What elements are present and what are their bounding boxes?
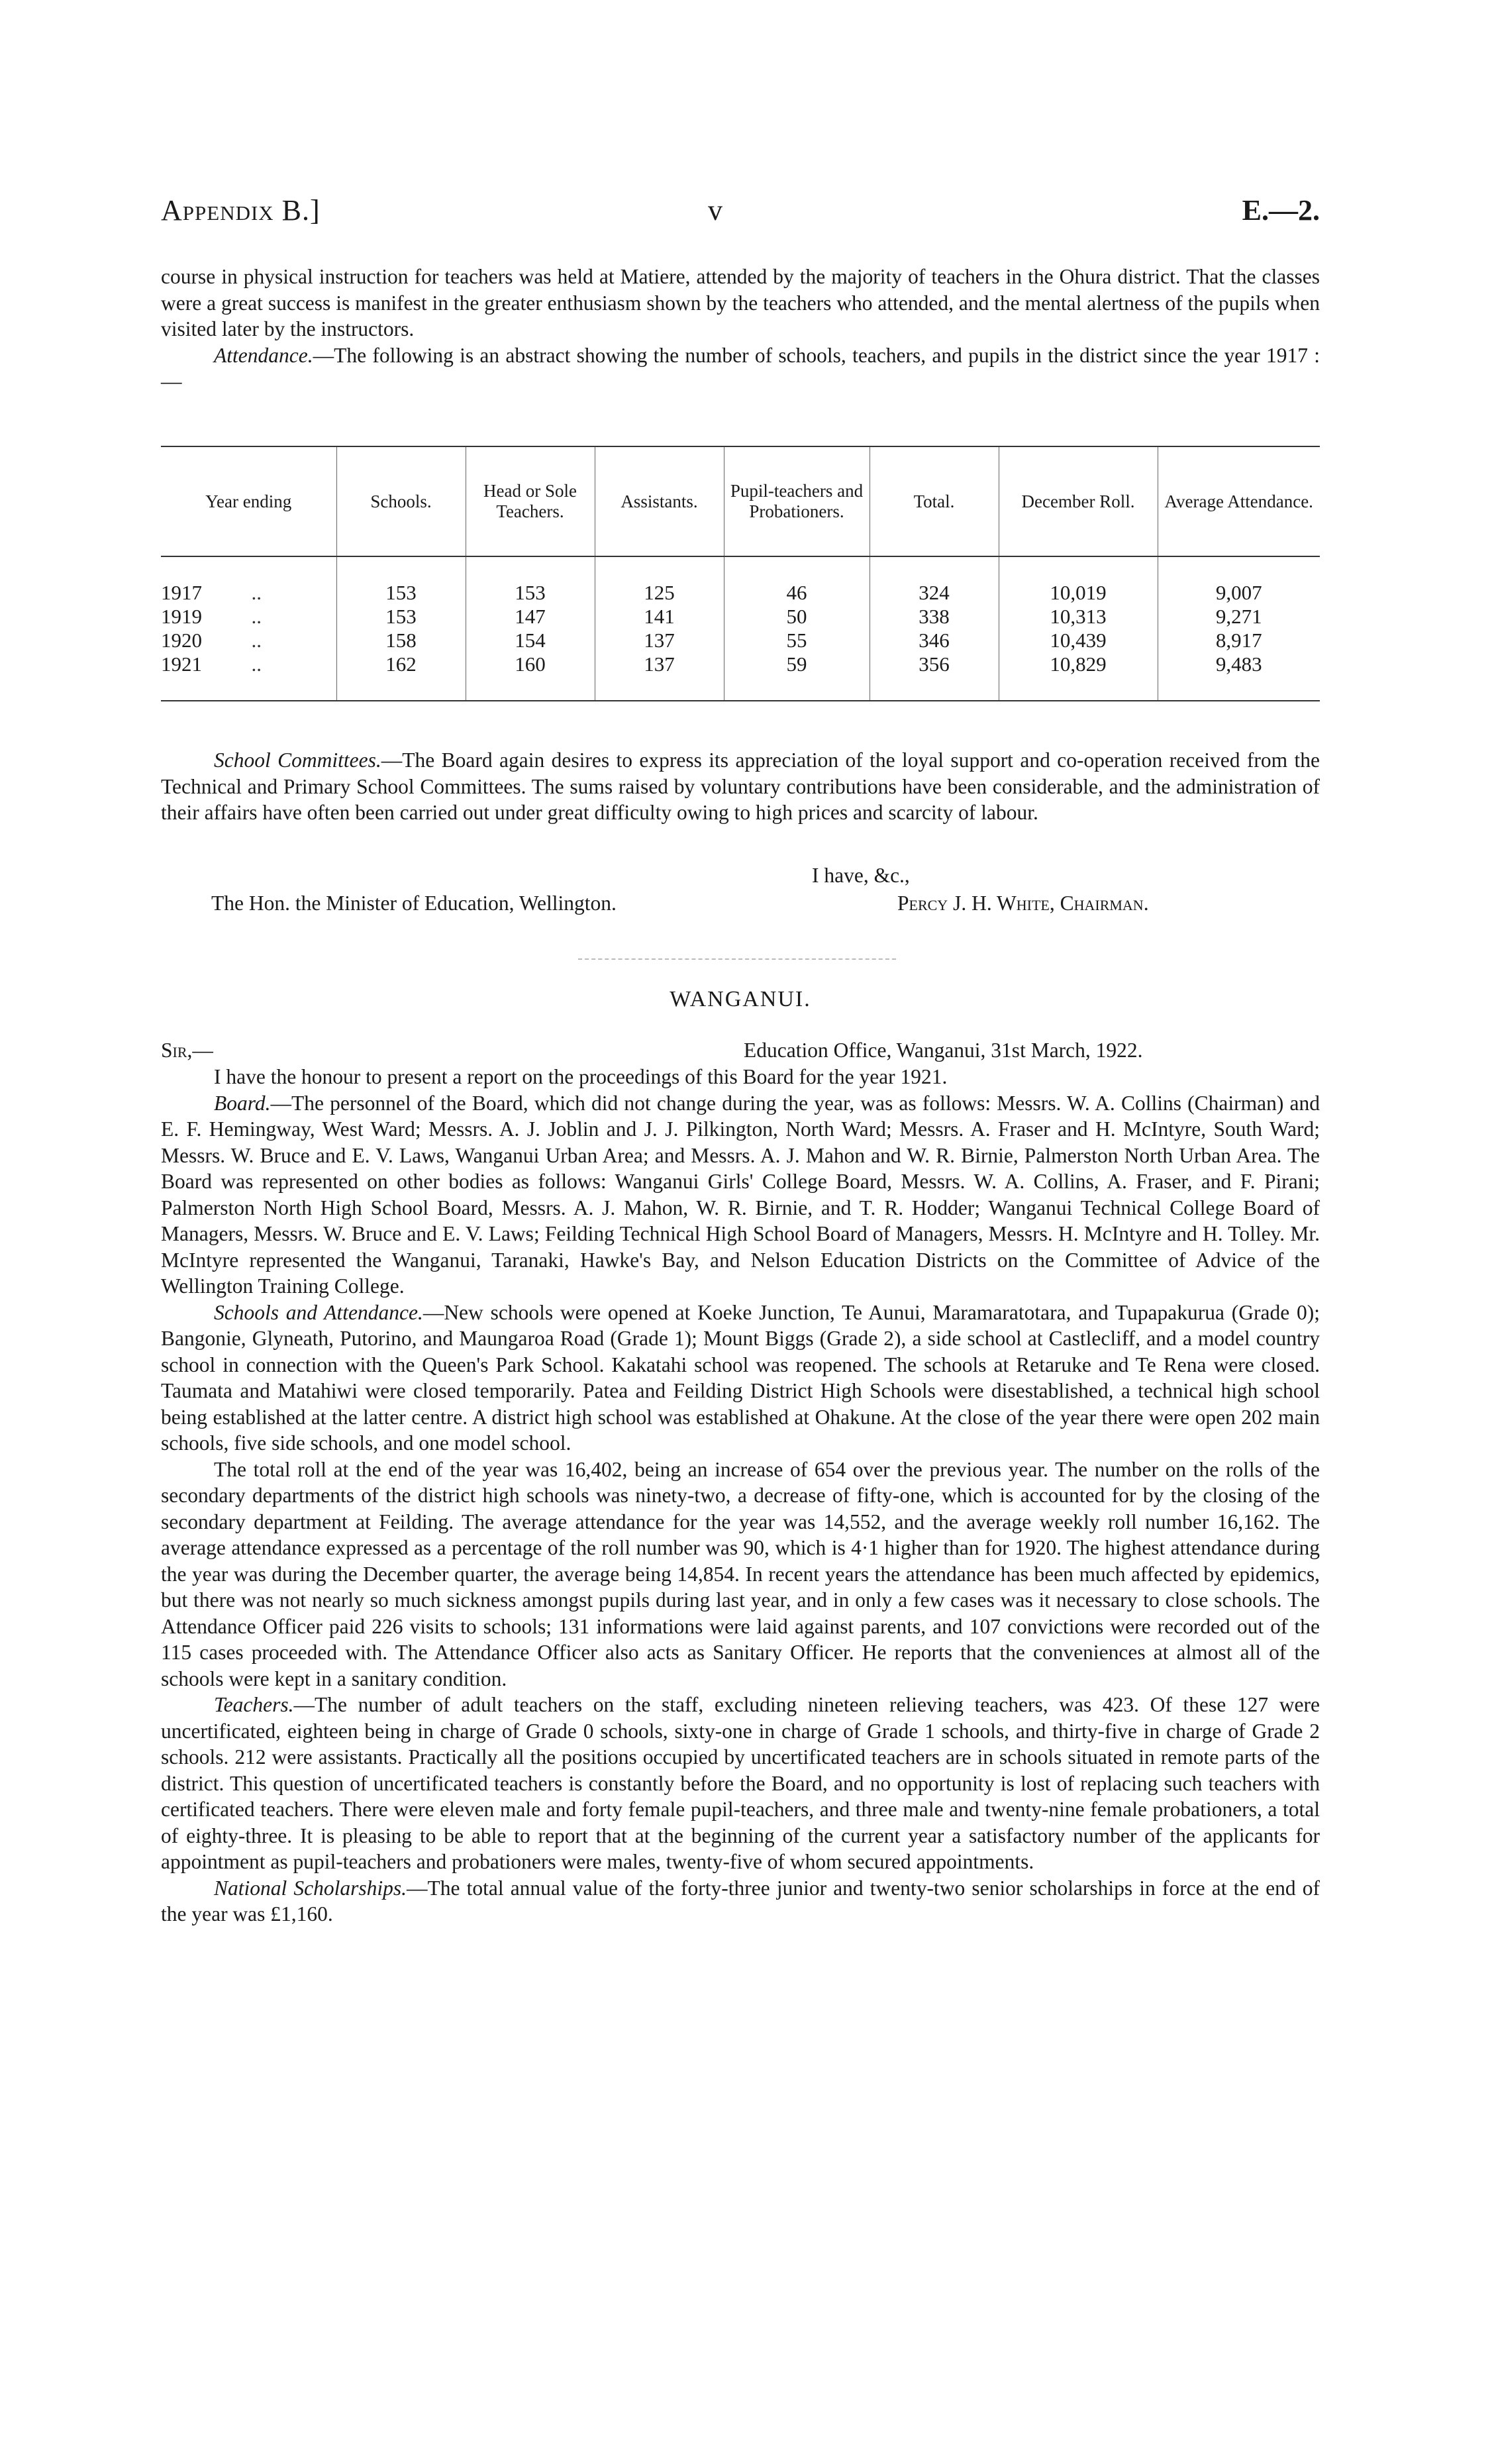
schools-cell: 158	[336, 629, 466, 652]
pupil-teachers-cell: 59	[724, 652, 870, 701]
table-header-row	[161, 446, 1320, 556]
roll-cell: 10,313	[999, 605, 1158, 629]
column-header: Average Attendance.	[1158, 446, 1320, 556]
total-cell: 324	[870, 581, 999, 605]
schools-paragraph	[161, 1300, 1320, 1457]
signatory-line: Percy J. H. White, Chairman.	[897, 892, 1149, 915]
attendance-paragraph	[161, 342, 1320, 395]
salutation: Sir,—	[161, 1039, 213, 1062]
table-row	[161, 581, 1320, 605]
total-cell: 346	[870, 629, 999, 652]
pupil-teachers-cell: 55	[724, 629, 870, 652]
schools-heading: Schools and Attendance.	[214, 1300, 423, 1324]
committees-paragraph	[161, 747, 1320, 826]
assistants-cell: 137	[595, 652, 724, 701]
head-teachers-cell: 154	[466, 629, 595, 652]
board-heading: Board.	[214, 1091, 271, 1115]
column-header: Assistants.	[595, 446, 724, 556]
opening-paragraph: I have the honour to present a report on the proceedings of this Board for the year 1921.	[214, 1065, 948, 1088]
pupil-teachers-cell: 50	[724, 605, 870, 629]
year-cell: 1917	[161, 581, 202, 604]
total-cell: 338	[870, 605, 999, 629]
committees-section	[161, 747, 1320, 826]
wanganui-report	[161, 1064, 1320, 1927]
page-number: v	[708, 194, 722, 227]
roll-cell: 10,829	[999, 652, 1158, 701]
table-row	[161, 605, 1320, 629]
assistants-cell: 141	[595, 605, 724, 629]
column-header: Year ending	[161, 446, 336, 556]
leader-dots: ..	[251, 629, 262, 652]
attendance-heading: Attendance.	[214, 343, 313, 367]
committees-text: —The Board again desires to express its appreciation of the loyal support and co-operation received from the Technical and Primary School Committees. The sums raised by voluntary contributions have been considerable, and the administration of their affairs have often been carried out under great difficulty owing to high prices and scarcity of labour.	[161, 748, 1320, 824]
closing-line: I have, &c.,	[812, 864, 910, 887]
leader-dots: ..	[251, 581, 262, 604]
schools-cell: 153	[336, 581, 466, 605]
board-paragraph	[161, 1090, 1320, 1300]
column-header: Pupil-teachers and Probationers.	[724, 446, 870, 556]
roll-cell: 10,019	[999, 581, 1158, 605]
attendance-cell: 9,483	[1158, 652, 1320, 701]
intro-section	[161, 264, 1320, 395]
roll-paragraph: The total roll at the end of the year was 16,402, being an increase of 654 over the previous year. The number on the rolls of the secondary departments of the district high schools was ninety-two, a decrease of fifty-one, which is accounted for by the closing of the secondary department at Feilding. The average attendance for the year was 14,552, and the average weekly roll number 16,162. The average attendance expressed as a percentage of the roll number was 90, which is 4·1 higher than for 1920. The highest attendance during the year was during the December quarter, the average being 14,854. In recent years the attendance has been much affected by epidemics, but there was not nearly so much sickness amongst pupils during last year, and in only a few cases was it necessary to close schools. The Attendance Officer paid 226 visits to schools; 131 informations were laid against parents, and 107 convictions were recorded out of the 115 cases proceeded with. The Attendance Officer also acts as Sanitary Officer. He reports that the conveniences at almost all of the schools were kept in a sanitary condition.	[161, 1457, 1320, 1690]
wanganui-title: WANGANUI.	[670, 987, 811, 1011]
year-cell: 1921	[161, 652, 202, 676]
appendix-label: Appendix B.]	[161, 194, 321, 227]
year-cell: 1919	[161, 605, 202, 628]
attendance-table	[161, 446, 1320, 701]
document-code: E.—2.	[1242, 194, 1320, 227]
table-row	[161, 652, 1320, 701]
section-divider	[578, 958, 896, 960]
schools-cell: 162	[336, 652, 466, 701]
leader-dots: ..	[251, 605, 262, 628]
pupil-teachers-cell: 46	[724, 581, 870, 605]
column-header: Schools.	[336, 446, 466, 556]
scholarships-heading: National Scholarships.	[214, 1876, 407, 1900]
attendance-cell: 9,271	[1158, 605, 1320, 629]
attendance-cell: 8,917	[1158, 629, 1320, 652]
dateline: Education Office, Wanganui, 31st March, 1922.	[744, 1039, 1143, 1062]
attendance-text: —The following is an abstract showing the number of schools, teachers, and pupils in the district since the year 1917 :—	[161, 343, 1320, 393]
board-text: —The personnel of the Board, which did not change during the year, was as follows: Messrs. W. A. Collins (Chairman) and E. F. Hemingway, West Ward; Messrs. A. J. Joblin and J. J. Pilkington, North Ward; Messrs. A. Fraser and H. McIntyre, South Ward; Messrs. W. Bruce and E. V. Laws, Wanganui Urban Area; and Messrs. A. J. Mahon and W. R. Birnie, Palmerston North Urban Area. The Board was represented on other bodies as follows: Wanganui Girls' College Board, Messrs. W. A. Collins, A. Fraser, and F. Pirani; Palmerston North High School Board, Messrs. A. J. Mahon, W. R. Birnie, and T. R. Hodder; Wanganui Technical College Board of Managers, Messrs. W. Bruce and E. V. Laws; Feilding Technical High School Board of Managers, Messrs. H. McIntyre and H. Tolley. Mr. McIntyre represented the Wanganui, Taranaki, Hawke's Bay, and Nelson Education Districts on the Committee of Advice of the Wellington Training College.	[161, 1091, 1320, 1298]
intro-paragraph: course in physical instruction for teachers was held at Matiere, attended by the majority of teachers in the Ohura district. That the classes were a great success is manifest in the greater enthusiasm shown by the teachers who attended, and the mental alertness of the pupils when visited later by the instructors.	[161, 265, 1320, 340]
teachers-heading: Teachers.	[214, 1693, 294, 1716]
attendance-cell: 9,007	[1158, 581, 1320, 605]
column-header: December Roll.	[999, 446, 1158, 556]
column-header: Total.	[870, 446, 999, 556]
table-row	[161, 629, 1320, 652]
page-header	[161, 193, 1320, 233]
scholarships-text: —The total annual value of the forty-three junior and twenty-two senior scholarships in force at the end of the year was £1,160.	[161, 1876, 1320, 1925]
column-header: Head or Sole Teachers.	[466, 446, 595, 556]
head-teachers-cell: 153	[466, 581, 595, 605]
teachers-paragraph	[161, 1692, 1320, 1875]
year-cell: 1920	[161, 629, 202, 652]
head-teachers-cell: 147	[466, 605, 595, 629]
schools-cell: 153	[336, 605, 466, 629]
leader-dots: ..	[251, 652, 262, 676]
committees-heading: School Committees.	[214, 748, 381, 772]
addressee-line: The Hon. the Minister of Education, Wellington.	[211, 892, 617, 915]
total-cell: 356	[870, 652, 999, 701]
assistants-cell: 137	[595, 629, 724, 652]
scholarships-paragraph	[161, 1875, 1320, 1927]
teachers-text: —The number of adult teachers on the staff, excluding nineteen relieving teachers, was 423. Of these 127 were uncertificated, eighteen being in charge of Grade 0 schools, sixty-one in charge of Grade 1 schools, and thirty-five in charge of Grade 2 schools. 212 were assistants. Practically all the positions occupied by uncertificated teachers are in schools situated in remote parts of the district. This question of uncertificated teachers is constantly before the Board, and no opportunity is lost of replacing such teachers with certificated teachers. There were eleven male and forty female pupil-teachers, and three male and twenty-nine female probationers, a total of eighty-three. It is pleasing to be able to report that at the beginning of the current year a satisfactory number of the applicants for appointment as pupil-teachers and probationers were males, twenty-five of whom secured appointments.	[161, 1693, 1320, 1873]
schools-text: —New schools were opened at Koeke Junction, Te Aunui, Maramaratotara, and Tupapakurua (Grade 0); Bangonie, Glyneath, Putorino, and Maungaroa Road (Grade 1); Mount Biggs (Grade 2), a side school at Castlecliff, and a model country school in connection with the Queen's Park School. Kakatahi school was reopened. The schools at Retaruke and Te Rena were closed. Taumata and Matahiwi were closed temporarily. Patea and Feilding District High Schools were disestablished, a technical high school being established at the latter centre. A district high school was established at Ohakune. At the close of the year there were open 202 main schools, five side schools, and one model school.	[161, 1300, 1320, 1455]
assistants-cell: 125	[595, 581, 724, 605]
head-teachers-cell: 160	[466, 652, 595, 701]
roll-cell: 10,439	[999, 629, 1158, 652]
